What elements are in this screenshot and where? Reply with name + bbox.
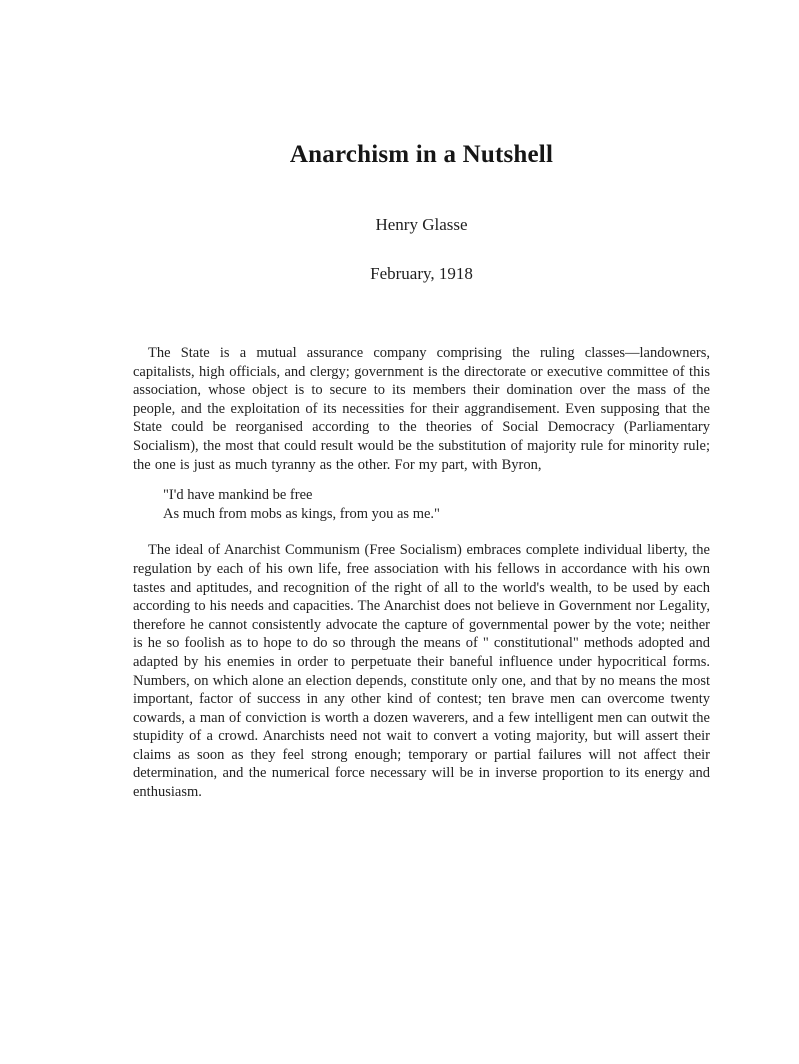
document-author: Henry Glasse [375,215,468,234]
paragraph-2: The ideal of Anarchist Communism (Free Socialism) embraces complete individual liberty, the regulation by each of his own life, free association with his fellows in accordance with his own tastes and aptitudes, and recognition of the right of all to the world's wealth, to be used by each according to his needs and capacities. The Anarchist does not believe in Government nor Legality, therefore he cannot consistently advocate the capture of governmental power by the vote; neither is he so foolish as to hope to do so through the means of " constitutional" methods adopted and adapted by his enemies in order to perpetuate their baneful influence under hypocritical forms. Numbers, on which alone an election depends, constitute only one, and that by no means the most important, factor of success in any other kind of contest; ten brave men can overcome twenty cowards, a man of conviction is worth a dozen waverers, and a few intelligent men can outwit the stupidity of a crowd. Anarchists need not wait to convert a voting majority, but will assert their claims as soon as they feel strong enough; temporary or partial failures will not affect their determination, and the numerical force necessary will be in inverse proportion to its energy and enthusiasm. [133,542,710,801]
document-title: Anarchism in a Nutshell [289,141,554,168]
paragraph-1: The State is a mutual assurance company comprising the ruling classes—landowners, capitalists, high officials, and clergy; government is the directorate or executive committee of this association, whose object is to secure to its members their domination over the mass of the people, and the exploitation of its necessities for their aggrandisement. Even supposing that the State could be reorganised according to the theories of Social Democracy (Parliamentary Socialism), the most that could result would be the substitution of majority rule for minority rule; the one is just as much tyranny as the other. For my part, with Byron, [133,345,710,473]
verse-quote-line-1: "I'd have mankind be free [163,487,313,504]
text-column [133,0,710,802]
verse-quote [163,486,710,523]
document-date: February, 1918 [370,264,473,283]
verse-quote-line-2: As much from mobs as kings, from you as me." [163,505,440,522]
